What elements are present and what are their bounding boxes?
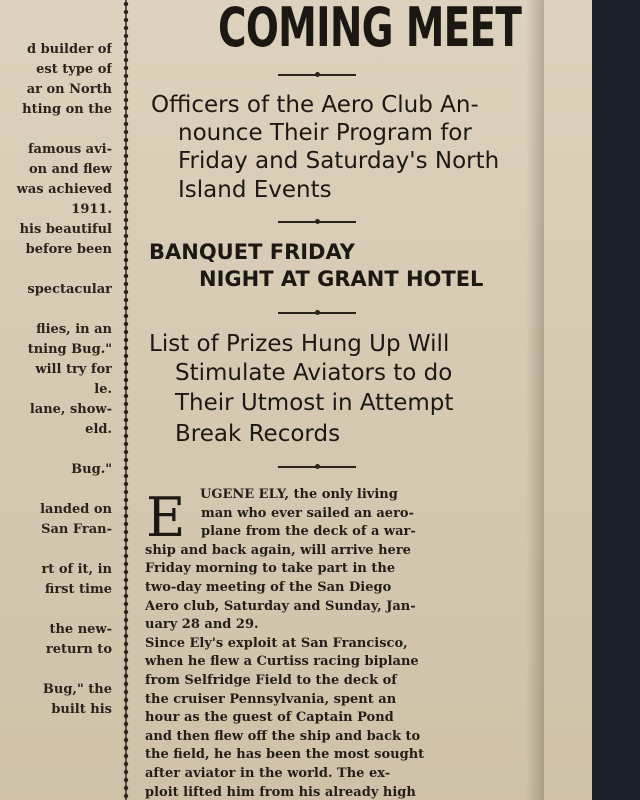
- article-line: ploit lifted him from his already high: [145, 784, 416, 800]
- left-column-line: return to: [45, 642, 112, 657]
- left-column-line: on and flew: [28, 162, 112, 177]
- left-column-line: San Fran-: [41, 522, 112, 537]
- page-fold-shadow: [526, 0, 544, 800]
- deck3-line-1: List of Prizes Hung Up Will: [149, 331, 450, 357]
- left-column-line: Bug," the: [42, 682, 112, 697]
- deck2-line-2: NIGHT AT GRANT HOTEL: [199, 267, 484, 291]
- deck1-line-2: nounce Their Program for: [178, 120, 472, 146]
- left-column-line: hting on the: [22, 102, 112, 117]
- left-column-line: the new-: [49, 622, 112, 637]
- deck1-line-3: Friday and Saturday's North: [178, 148, 500, 174]
- left-column-line: [0, 300, 112, 320]
- left-column-text: [0, 40, 112, 720]
- divider-1: [278, 74, 356, 76]
- article-line: and then flew off the ship and back to: [145, 728, 421, 744]
- left-column-line: d builder of: [26, 42, 112, 57]
- drop-cap: E: [146, 486, 186, 549]
- deck3-line-2: Stimulate Aviators to do: [175, 360, 453, 386]
- left-column-line: eld.: [85, 422, 112, 437]
- article-line: after aviator in the world. The ex-: [145, 766, 391, 781]
- left-column-line: flies, in an: [36, 322, 112, 337]
- deck3-line-4: Break Records: [175, 421, 341, 447]
- left-column-line: was achieved: [16, 182, 112, 197]
- left-column-line: spectacular: [27, 282, 112, 297]
- article-line: man who ever sailed an aero-: [201, 505, 414, 521]
- left-column-line: Bug.": [71, 462, 112, 477]
- left-column-line: famous avi-: [27, 142, 112, 157]
- article-line: two-day meeting of the San Diego: [145, 580, 392, 595]
- article-line: ship and back again, will arrive here: [145, 542, 411, 558]
- deck3-line-3: Their Utmost in Attempt: [175, 390, 454, 416]
- left-column-line: [0, 600, 112, 620]
- left-column-line: before been: [25, 242, 112, 257]
- left-column-line: [0, 480, 112, 500]
- article-line: the field, he has been the most sought: [145, 747, 425, 763]
- left-column-line: tning Bug.": [27, 342, 112, 357]
- divider-3: [278, 312, 356, 314]
- deck1-line-4: Island Events: [178, 177, 332, 203]
- left-column-line: est type of: [36, 62, 112, 77]
- article-line: the cruiser Pennsylvania, spent an: [145, 691, 397, 707]
- article-line: when he flew a Curtiss racing biplane: [145, 654, 419, 670]
- divider-2: [278, 221, 356, 223]
- left-column-line: ar on North: [26, 82, 112, 97]
- article-line: UGENE ELY, the only living: [200, 487, 398, 502]
- left-column-line: 1911.: [71, 202, 112, 217]
- article-line: uary 28 and 29.: [145, 617, 259, 633]
- left-column-line: lane, show-: [29, 402, 112, 417]
- left-column-line: [0, 540, 112, 560]
- divider-4: [278, 466, 356, 468]
- column-rule: [119, 0, 133, 800]
- article-line: Since Ely's exploit at San Francisco,: [145, 635, 408, 651]
- left-column-line: [0, 440, 112, 460]
- deck2-line-1: BANQUET FRIDAY: [149, 240, 355, 264]
- left-column-line: will try for: [35, 362, 112, 377]
- left-column-line: built his: [51, 702, 112, 717]
- left-column-line: rt of it, in: [41, 562, 112, 577]
- deck1-line-1: Officers of the Aero Club An-: [151, 92, 479, 118]
- headline: COMING MEET: [218, 0, 522, 59]
- left-column-line: [0, 660, 112, 680]
- left-column-line: landed on: [40, 502, 112, 517]
- article-line: plane from the deck of a war-: [201, 524, 416, 540]
- article-line: Friday morning to take part in the: [145, 561, 396, 577]
- left-column-line: his beautiful: [19, 222, 112, 237]
- left-column-line: first time: [44, 582, 112, 597]
- left-column-line: le.: [94, 382, 112, 397]
- left-column-line: [0, 120, 112, 140]
- article-line: Aero club, Saturday and Sunday, Jan-: [145, 598, 416, 614]
- article-line: hour as the guest of Captain Pond: [145, 710, 394, 726]
- left-column-line: [0, 260, 112, 280]
- article-line: from Selfridge Field to the deck of: [145, 673, 397, 688]
